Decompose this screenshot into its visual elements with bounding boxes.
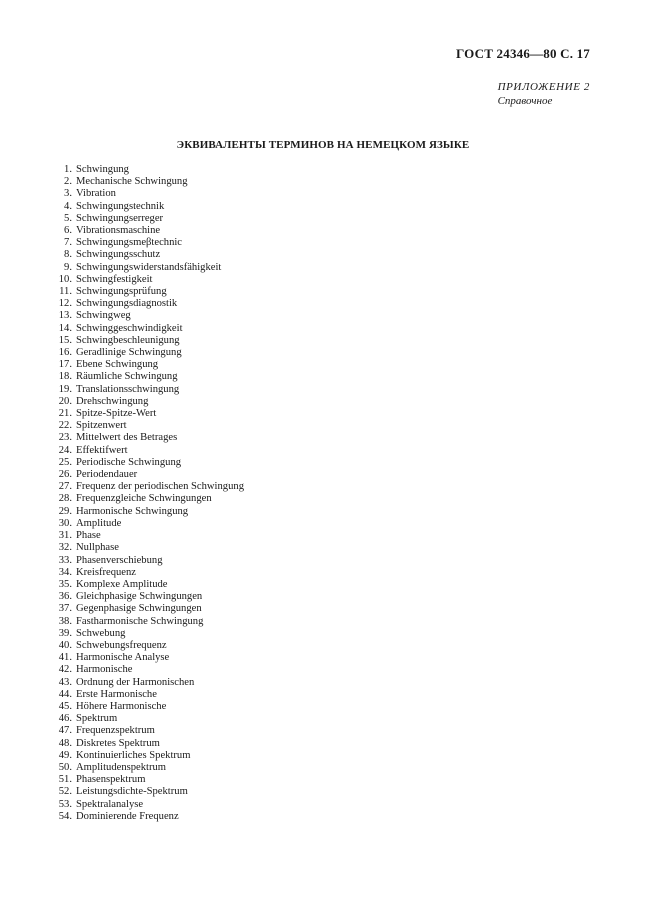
term-text: Periodische Schwingung [76, 456, 182, 468]
list-item [54, 359, 244, 371]
term-number: 9. [64, 261, 72, 273]
term-number: 43. [58, 676, 72, 688]
list-item [54, 457, 244, 469]
term-number: 4. [64, 200, 72, 212]
list-item [54, 225, 244, 237]
list-item [54, 701, 244, 713]
list-item [54, 542, 244, 554]
list-item [54, 664, 244, 676]
term-text: Schwingungswiderstandsfähigkeit [76, 261, 222, 273]
term-number: 29. [58, 505, 72, 517]
term-number: 34. [58, 566, 72, 578]
term-number: 47. [58, 725, 72, 737]
term-number: 26. [58, 469, 72, 481]
term-number: 25. [58, 456, 72, 468]
term-number: 5. [64, 212, 72, 224]
term-text: Mechanische Schwingung [76, 176, 188, 188]
list-item [54, 445, 244, 457]
term-text: Phase [76, 530, 101, 542]
term-number: 7. [64, 237, 72, 249]
term-number: 42. [58, 664, 72, 676]
term-text: Harmonische Analyse [76, 652, 170, 664]
term-number: 32. [58, 542, 72, 554]
list-item [54, 640, 244, 652]
term-text: Schwingungsschutz [76, 249, 161, 261]
term-number: 37. [58, 603, 72, 615]
term-text: Schwingungserreger [76, 212, 164, 224]
term-number: 39. [58, 627, 72, 639]
term-text: Schwebungsfrequenz [76, 639, 167, 651]
term-text: Vibrationsmaschine [76, 225, 161, 237]
term-text: Effektifwert [76, 444, 128, 456]
term-text: Frequenzspektrum [76, 725, 155, 737]
terms-list [54, 164, 244, 823]
term-text: Phasenspektrum [76, 774, 146, 786]
list-item [54, 310, 244, 322]
list-item [54, 750, 244, 762]
term-text: Spitze-Spitze-Wert [76, 408, 157, 420]
term-number: 24. [58, 444, 72, 456]
term-text: Erste Harmonische [76, 688, 157, 700]
list-item [54, 298, 244, 310]
appendix-block [498, 80, 590, 108]
list-item [54, 201, 244, 213]
term-text: Schwingungsdiagnostik [76, 298, 178, 310]
term-number: 14. [58, 322, 72, 334]
list-item [54, 579, 244, 591]
term-text: Schwingungsprüfung [76, 286, 167, 298]
term-text: Gegenphasige Schwingungen [76, 603, 202, 615]
term-text: Schwingungstechnik [76, 200, 165, 212]
term-number: 12. [58, 298, 72, 310]
term-text: Geradlinige Schwingung [76, 347, 182, 359]
term-text: Harmonische [76, 664, 133, 676]
list-item [54, 420, 244, 432]
term-number: 33. [58, 554, 72, 566]
list-item [54, 555, 244, 567]
term-number: 15. [58, 334, 72, 346]
list-item [54, 677, 244, 689]
list-item [54, 408, 244, 420]
list-item [54, 237, 244, 249]
term-number: 3. [64, 188, 72, 200]
term-number: 23. [58, 432, 72, 444]
term-number: 30. [58, 517, 72, 529]
term-number: 54. [58, 810, 72, 822]
term-number: 13. [58, 310, 72, 322]
term-text: Schwingfestigkeit [76, 273, 153, 285]
list-item [54, 176, 244, 188]
list-item [54, 493, 244, 505]
term-number: 8. [64, 249, 72, 261]
term-text: Amplitudenspektrum [76, 761, 167, 773]
appendix-label: ПРИЛОЖЕНИЕ 2 [497, 81, 590, 93]
list-item [54, 188, 244, 200]
page-header-standard: ГОСТ 24346—80 С. 17 [456, 46, 590, 61]
term-text: Schwebung [76, 627, 126, 639]
list-item [54, 262, 244, 274]
list-item [54, 725, 244, 737]
list-item [54, 481, 244, 493]
term-text: Translationsschwingung [76, 383, 180, 395]
list-item [54, 738, 244, 750]
term-text: Höhere Harmonische [76, 700, 167, 712]
term-text: Kreisfrequenz [76, 566, 136, 578]
term-number: 2. [64, 176, 72, 188]
term-number: 41. [58, 652, 72, 664]
term-number: 46. [58, 713, 72, 725]
term-text: Drehschwingung [76, 395, 149, 407]
list-item [54, 799, 244, 811]
page-title: ЭКВИВАЛЕНТЫ ТЕРМИНОВ НА НЕМЕЦКОМ ЯЗЫКЕ [176, 139, 470, 151]
term-number: 45. [58, 700, 72, 712]
list-item [54, 323, 244, 335]
term-number: 11. [59, 286, 72, 298]
term-number: 52. [58, 786, 72, 798]
term-text: Mittelwert des Betrages [76, 432, 178, 444]
term-text: Ordnung der Harmonischen [76, 676, 195, 688]
list-item [54, 530, 244, 542]
term-number: 27. [58, 481, 72, 493]
term-text: Schwingungsmeβtechnic [76, 237, 183, 249]
term-number: 53. [58, 798, 72, 810]
term-text: Nullphase [76, 542, 119, 554]
term-number: 50. [58, 761, 72, 773]
term-number: 6. [64, 225, 72, 237]
list-item [54, 603, 244, 615]
term-number: 22. [58, 420, 72, 432]
term-text: Periodendauer [76, 469, 138, 481]
term-number: 31. [58, 530, 72, 542]
term-number: 17. [58, 359, 72, 371]
term-text: Harmonische Schwingung [76, 505, 189, 517]
term-text: Spektrum [76, 713, 118, 725]
term-text: Diskretes Spektrum [76, 737, 160, 749]
term-text: Phasenverschiebung [76, 554, 163, 566]
list-item [54, 506, 244, 518]
list-item [54, 249, 244, 261]
term-number: 35. [58, 578, 72, 590]
term-number: 44. [58, 688, 72, 700]
list-item [54, 591, 244, 603]
list-item [54, 371, 244, 383]
term-number: 36. [58, 591, 72, 603]
term-text: Schwingung [76, 164, 129, 175]
term-number: 51. [58, 774, 72, 786]
term-text: Schwingweg [76, 310, 131, 322]
list-item [54, 762, 244, 774]
list-item [54, 811, 244, 823]
term-text: Ebene Schwingung [76, 359, 159, 371]
list-item [54, 713, 244, 725]
term-text: Kontinuierliches Spektrum [76, 749, 191, 761]
term-number: 16. [58, 347, 72, 359]
term-text: Gleichphasige Schwingungen [76, 591, 203, 603]
term-text: Frequenzgleiche Schwingungen [76, 493, 212, 505]
list-item [54, 652, 244, 664]
term-number: 1. [64, 164, 72, 175]
term-number: 40. [58, 639, 72, 651]
term-number: 21. [58, 408, 72, 420]
term-number: 49. [58, 749, 72, 761]
list-item [54, 347, 244, 359]
list-item [54, 286, 244, 298]
term-text: Dominierende Frequenz [76, 810, 179, 822]
list-item [54, 384, 244, 396]
term-text: Leistungsdichte-Spektrum [76, 786, 188, 798]
list-item [54, 689, 244, 701]
list-item [54, 774, 244, 786]
term-text: Fastharmonische Schwingung [76, 615, 204, 627]
list-item [54, 616, 244, 628]
list-item [54, 335, 244, 347]
list-item [54, 518, 244, 530]
term-text: Frequenz der periodischen Schwingung [76, 481, 244, 493]
term-text: Vibration [76, 188, 116, 200]
list-item [54, 432, 244, 444]
list-item [54, 164, 244, 176]
term-number: 10. [58, 273, 72, 285]
term-number: 20. [58, 395, 72, 407]
list-item [54, 469, 244, 481]
term-text: Amplitude [76, 517, 122, 529]
term-text: Komplexe Amplitude [76, 578, 168, 590]
term-number: 28. [58, 493, 72, 505]
list-item [54, 274, 244, 286]
appendix-type: Справочное [497, 95, 553, 107]
list-item [54, 628, 244, 640]
term-number: 38. [58, 615, 72, 627]
term-text: Schwingbeschleunigung [76, 334, 180, 346]
list-item [54, 396, 244, 408]
list-item [54, 786, 244, 798]
term-text: Räumliche Schwingung [76, 371, 178, 383]
term-number: 18. [58, 371, 72, 383]
term-number: 48. [58, 737, 72, 749]
term-text: Spektralanalyse [76, 798, 144, 810]
term-text: Spitzenwert [76, 420, 127, 432]
list-item [54, 213, 244, 225]
term-number: 19. [58, 383, 72, 395]
term-text: Schwinggeschwindigkeit [76, 322, 183, 334]
list-item [54, 567, 244, 579]
